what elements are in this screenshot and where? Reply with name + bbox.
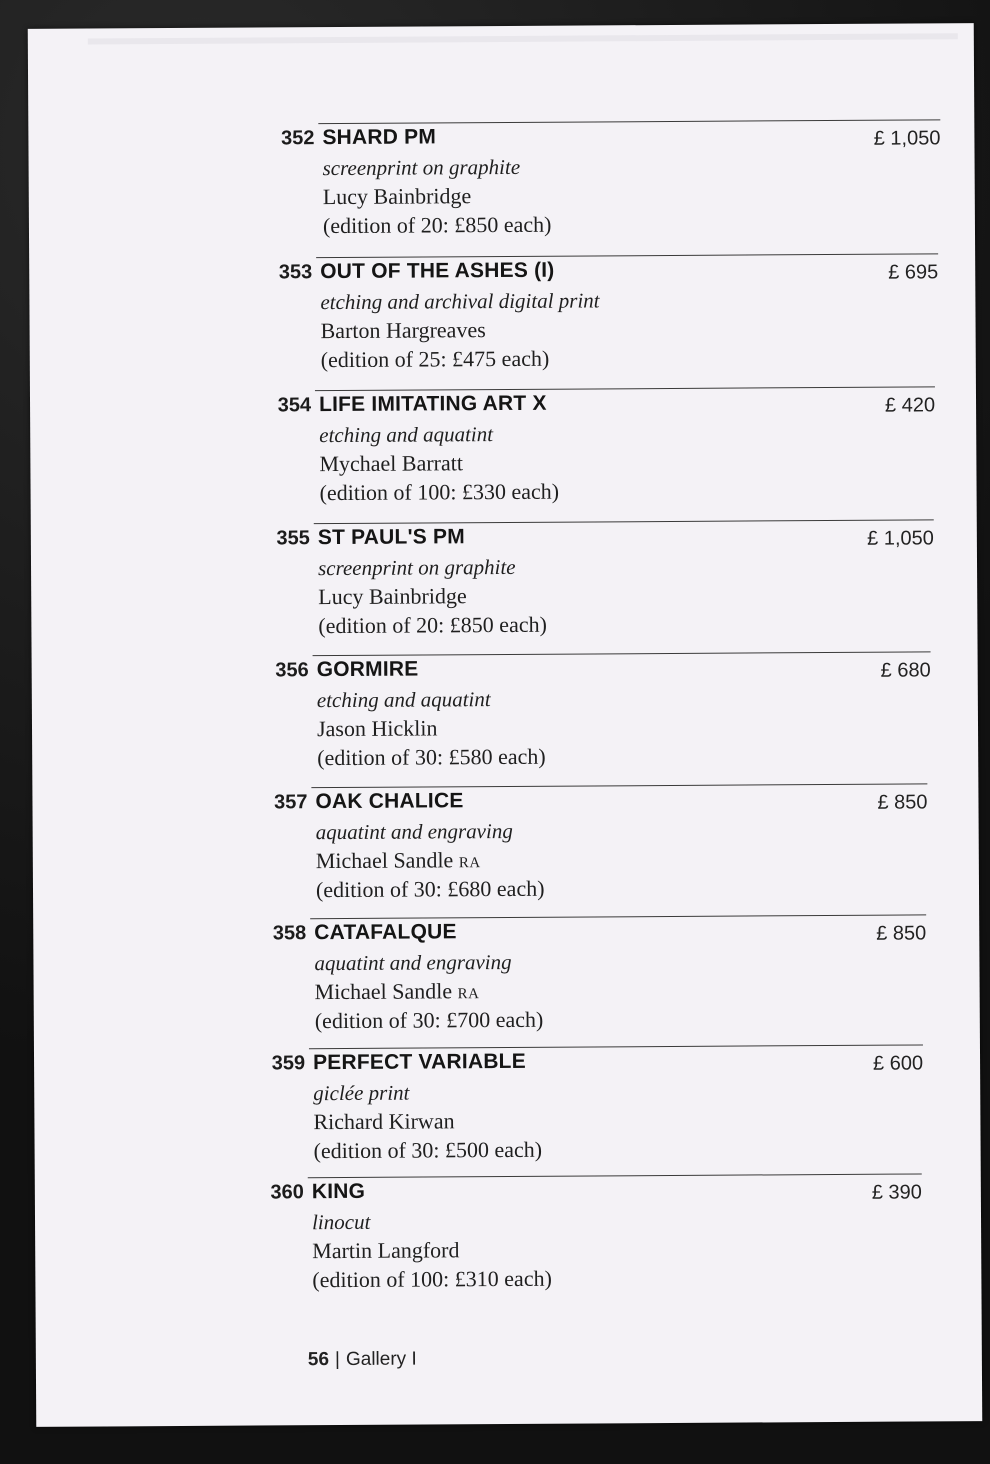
artist-name: Mychael Barratt — [319, 450, 464, 477]
entry-divider — [314, 519, 934, 524]
entry-number: 353 — [278, 261, 313, 284]
entry-artist — [316, 847, 481, 874]
entry-divider — [309, 1044, 923, 1049]
entry-divider — [310, 914, 926, 919]
entry-medium: aquatint and engraving — [314, 949, 512, 976]
entry-price: £ 1,050 — [867, 527, 934, 550]
entry-price: £ 1,050 — [873, 127, 941, 150]
catalogue-entry — [260, 914, 927, 1042]
entry-title: SHARD PM — [322, 125, 437, 150]
entry-divider — [308, 1173, 922, 1178]
entry-divider — [315, 386, 935, 391]
entry-medium: screenprint on graphite — [322, 154, 521, 181]
entry-number: 357 — [274, 791, 308, 814]
entry-price: £ 420 — [884, 394, 936, 417]
page-footer — [308, 1349, 417, 1372]
entry-number: 355 — [276, 527, 310, 550]
entry-number: 352 — [280, 127, 315, 150]
entry-divider — [318, 119, 940, 124]
entry-edition: (edition of 30: £680 each) — [315, 875, 545, 903]
entry-medium: giclée print — [313, 1080, 410, 1106]
catalogue-entry — [264, 519, 935, 647]
artist-name: Richard Kirwan — [313, 1108, 455, 1135]
entry-medium: etching and aquatint — [316, 687, 491, 713]
entry-medium: screenprint on graphite — [317, 554, 516, 581]
section-name: Gallery I — [345, 1348, 417, 1370]
entry-title: LIFE IMITATING ART X — [318, 391, 547, 417]
catalogue-entries — [28, 23, 983, 1427]
entry-price: £ 680 — [880, 659, 931, 682]
entry-artist — [318, 583, 467, 610]
catalogue-entry — [263, 651, 932, 779]
entry-title: OAK CHALICE — [315, 789, 464, 814]
catalogue-entry — [268, 119, 941, 247]
entry-edition: (edition of 30: £580 each) — [317, 743, 546, 771]
entry-title: GORMIRE — [316, 657, 419, 682]
entry-price: £ 850 — [876, 922, 927, 945]
entry-medium: etching and archival digital print — [320, 288, 600, 315]
catalogue-entry — [266, 253, 939, 381]
entry-artist — [323, 183, 472, 210]
artist-name: Martin Langford — [312, 1237, 460, 1264]
catalogue-page — [28, 23, 983, 1427]
artist-name: Michael Sandle — [314, 978, 453, 1005]
artist-name: Jason Hicklin — [316, 715, 438, 742]
entry-price: £ 600 — [872, 1052, 924, 1075]
catalogue-entry — [261, 783, 928, 911]
entry-medium: etching and aquatint — [319, 422, 494, 448]
entry-title: OUT OF THE ASHES (I) — [320, 258, 555, 284]
entry-price: £ 390 — [871, 1181, 922, 1204]
entry-number: 359 — [271, 1052, 306, 1075]
artist-name: Barton Hargreaves — [320, 317, 486, 344]
entry-medium: aquatint and engraving — [315, 818, 513, 845]
entry-edition: (edition of 30: £700 each) — [314, 1006, 544, 1034]
catalogue-entry — [258, 1173, 923, 1301]
entry-title: CATAFALQUE — [314, 920, 457, 945]
page-number: 56 — [307, 1349, 330, 1371]
entry-number: 356 — [275, 659, 309, 682]
entry-divider — [316, 253, 938, 258]
entry-title: KING — [311, 1179, 366, 1204]
entry-artist — [317, 715, 438, 742]
entry-artist — [321, 317, 486, 344]
entry-edition: (edition of 20: £850 each) — [322, 211, 552, 239]
entry-edition: (edition of 25: £475 each) — [320, 345, 550, 373]
entry-medium: linocut — [311, 1209, 371, 1235]
artist-name: Lucy Bainbridge — [318, 583, 467, 610]
entry-artist — [315, 978, 480, 1005]
entry-edition: (edition of 100: £310 each) — [312, 1265, 552, 1293]
entry-edition: (edition of 20: £850 each) — [318, 611, 547, 639]
entry-divider — [311, 783, 927, 788]
entry-price: £ 695 — [888, 261, 939, 284]
entry-edition: (edition of 30: £500 each) — [313, 1136, 543, 1164]
entry-title: PERFECT VARIABLE — [312, 1049, 526, 1075]
artist-suffix: RA — [458, 855, 481, 872]
footer-separator: | — [334, 1349, 341, 1371]
entry-number: 358 — [272, 922, 307, 945]
catalogue-entry — [265, 386, 936, 514]
entry-title: ST PAUL'S PM — [317, 525, 465, 550]
entry-number: 354 — [277, 394, 312, 417]
artist-suffix: RA — [457, 986, 480, 1003]
artist-name: Lucy Bainbridge — [322, 183, 472, 210]
entry-artist — [313, 1108, 454, 1135]
entry-edition: (edition of 100: £330 each) — [319, 478, 560, 506]
entry-price: £ 850 — [877, 791, 928, 814]
catalogue-entry — [259, 1044, 924, 1172]
entry-artist — [319, 450, 463, 477]
entry-number: 360 — [270, 1181, 304, 1204]
artist-name: Michael Sandle — [315, 847, 454, 874]
entry-artist — [312, 1237, 459, 1264]
entry-divider — [313, 651, 931, 656]
